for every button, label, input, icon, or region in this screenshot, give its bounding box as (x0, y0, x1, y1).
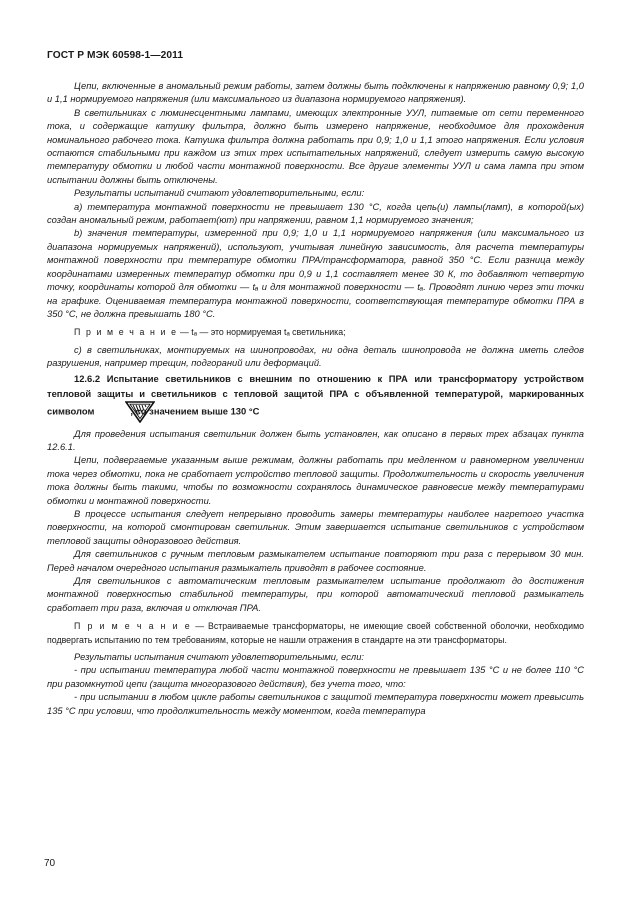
note (47, 326, 584, 339)
note-label: П р и м е ч а н и е (74, 327, 178, 338)
page-header: ГОСТ Р МЭК 60598-1—2011 (47, 50, 184, 61)
paragraph: В процессе испытания следует непрерывно проводить замеры температуры наиболее нагретого участка поверхности, на которой смонтирован светильник. Этим завершается испытание светильников с устройством тепловой защиты одноразового действия. (47, 508, 584, 546)
paragraph: - при испытании температура любой части монтажной поверхности не превышает 135 °С и не более 110 °С при разомкнутой цепи (защита многоразового действия), без учета того, что: (47, 665, 584, 689)
paragraph: а) температура монтажной поверхности не превышает 130 °С, когда цепь(и) лампы(ламп), в которой(ых) создан аномальный режим, работает(ют) при напряжении, равном 1,1 нормируемого значения; (47, 201, 584, 226)
paragraph: Для светильников с автоматическим тепловым размыкателем испытание продолжают до достижения монтажной поверхностью стабильной температуры, при которой автоматический тепловой размыкатель сработает три раза, включая и отключая ПРА. (47, 576, 584, 613)
section-heading-text-after: , со значением выше 130 °С (130, 405, 260, 417)
paragraph: - при испытании в любом цикле работы светильников с защитой температура поверхности может превысить 135 °С при условии, что продолжительность между моментом, когда температура (47, 692, 584, 716)
note-label: П р и м е ч а н и е (74, 621, 192, 632)
paragraph: с) в светильниках, монтируемых на шинопроводах, ни одна деталь шинопровода не должна иметь следов разрушения, например трещин, подгораний или деформаций. (47, 344, 584, 369)
paragraph: Результаты испытания считают удовлетворительными, если: (74, 652, 364, 663)
section-heading-text: 12.6.2 Испытание светильников с внешним по отношению к ПРА или трансформатору устройством тепловой защиты и светильников с тепловой защитой ПРА с объявленной температурой, маркированных символом (47, 372, 584, 417)
page-number: 70 (44, 858, 56, 869)
document-body (47, 80, 584, 718)
paragraph: Цепи, подвергаемые указанным выше режимам, должны работать при медленном и равномерном увеличении тока через обмотки, пока не сработает устройство тепловой защиты. Продолжительность и скорость увеличения тока должны быть такими, чтобы по возможности сохранялось динамическое равновесие между температурами обмотки и монтажной поверхности. (47, 455, 584, 506)
paragraph: b) значения температуры, измеренной при 0,9; 1,0 и 1,1 нормируемого напряжения (или максимального из диапазона нормируемых напряжений), используют, учитывая линейную зависимость, для расчета температуры монтажной поверхности при температуре обмотки ПРА/трансформатора, равной 350 °С. Если разница между координатами измеренных температур обмотки при 0,9 и 1,1 составляет менее 30 К, то добавляют четвертую точку, координаты которой для обмотки — tₐ и для монтажной поверхности — tₐ. Проводят линию через эти точки на графике. Оцениваемая температура монтажной поверхности, соответствующая температуре обмотки ПРА в 350 °С, не должна превышать 180 °С. (47, 228, 584, 319)
paragraph: Цепи, включенные в аномальный режим работы, затем должны быть подключены к напряжению равному 0,9; 1,0 и 1,1 нормируемого напряжения (или максимального из диапазона нормируемого напряжения). (47, 81, 584, 105)
paragraph: Для светильников с ручным тепловым размыкателем испытание повторяют три раза с перерывом 30 мин. Перед началом очередного испытания размыкатель приводят в рабочее состояние. (47, 549, 584, 573)
paragraph: В светильниках с люминесцентными лампами, имеющих электронные УУЛ, питаемые от сети переменного тока, и содержащие катушку фильтра, должно быть измерено напряжение, необходимое для прохождения номинального рабочего тока. Катушка фильтра должна работать при 0,9; 1,0 и 1,1 этого напряжения. Если условия остаются стабильными при каждом из этих трех испытательных напряжений, следует измерить самую высокую температуру обмотки и любой части монтажной поверхности. Все другие элементы УУЛ и сама лампа при этом испытании должны быть отключены. (47, 107, 584, 185)
thermal-protection-triangle-icon (98, 401, 128, 423)
note (47, 620, 584, 647)
note-text: — tₐ — это нормируемая tₐ светильника; (177, 327, 346, 338)
section-heading (47, 371, 584, 423)
note-text: — Встраиваемые трансформаторы, не имеющие своей собственной оболочки, необходимо подвергать испытанию по тем требованиям, которые не нашли отражения в стандарте на эти трансформаторы. (47, 621, 585, 645)
paragraph: Для проведения испытания светильник должен быть установлен, как описано в первых трех абзацах пункта 12.6.1. (47, 428, 584, 452)
paragraph: Результаты испытаний считают удовлетворительными, если: (74, 188, 365, 199)
